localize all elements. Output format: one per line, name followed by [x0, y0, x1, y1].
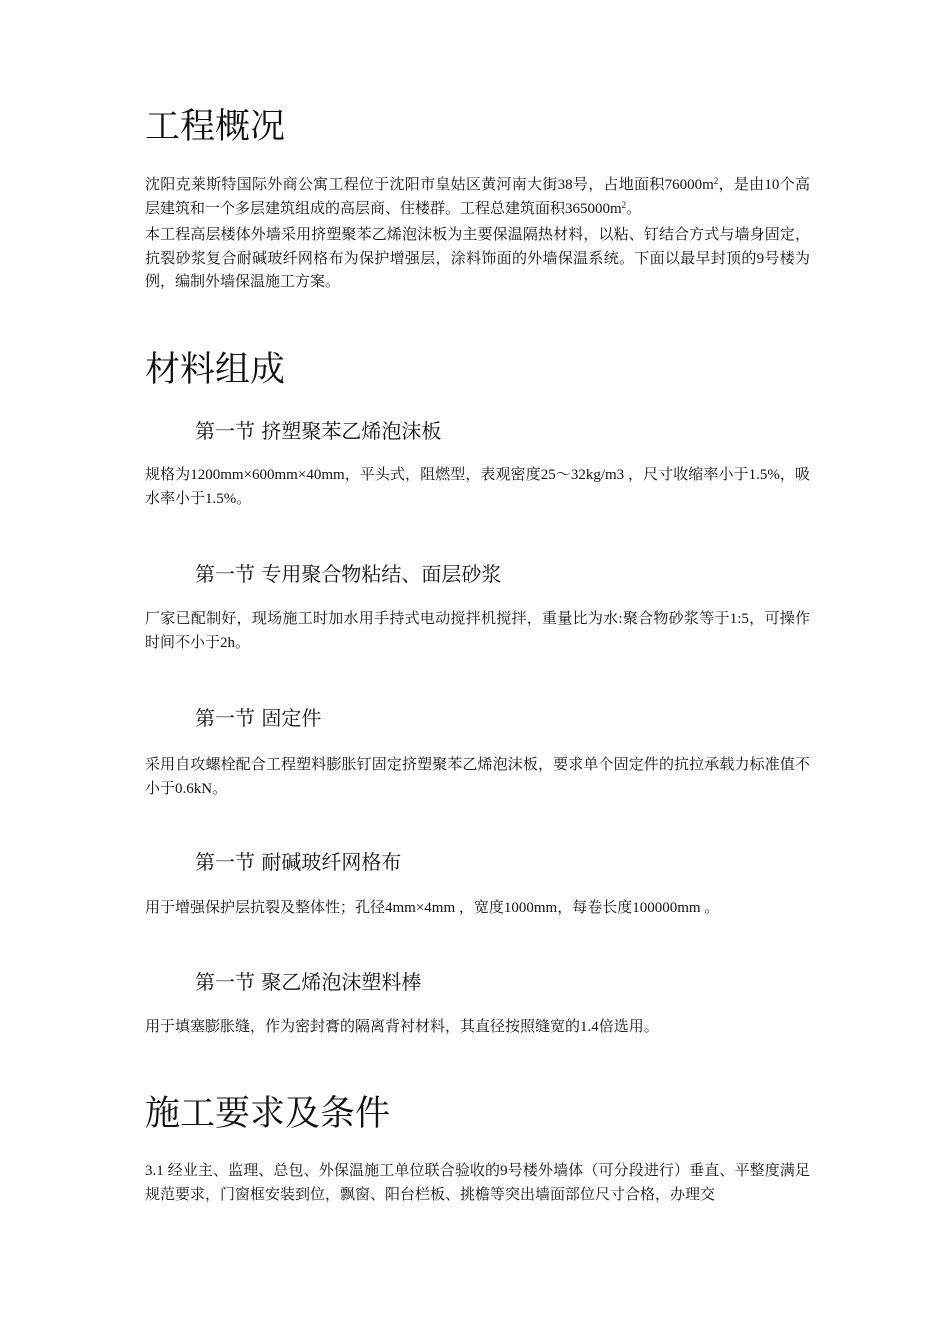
subsection-heading: 第一节 耐碱玻纤网格布: [195, 850, 402, 874]
subsection-heading: 第一节 挤塑聚苯乙烯泡沫板: [195, 419, 442, 443]
overview-text-a: 沈阳克莱斯特国际外商公寓工程位于沈阳市皇姑区黄河南大街38号，占地面积76000m: [145, 177, 714, 193]
subsection-paragraph: 规格为1200mm×600mm×40mm，平头式，阻燃型，表观密度25～32kg/m3 ，尺寸收缩率小于1.5%，吸水率小于1.5%。: [145, 467, 810, 507]
overview-paragraph-2: 本工程高层楼体外墙采用挤塑聚苯乙烯泡沫板为主要保温隔热材料，以粘、钉结合方式与墙身固定，抗裂砂浆复合耐碱玻纤网格布为保护增强层，涂料饰面的外墙保温系统。下面以最早封顶的9号楼为例，编制外墙保温施工方案。: [145, 227, 810, 290]
section-title-overview: 工程概况: [145, 107, 286, 147]
overview-text-c: 。: [626, 200, 642, 217]
subsection-heading: 第一节 固定件: [195, 706, 322, 730]
subsection-paragraph: 采用自攻螺栓配合工程塑料膨胀钉固定挤塑聚苯乙烯泡沫板，要求单个固定件的抗拉承载力标准值不小于0.6kN。: [145, 757, 810, 797]
overview-text-b: ，是由10个高层建筑和一个多层建筑组成的高层商、住楼群。工程总建筑面积365000m: [145, 177, 810, 217]
subsection-paragraph: 用于填塞膨胀缝，作为密封膏的隔离背衬材料，其直径按照缝宽的1.4倍选用。: [145, 1019, 659, 1035]
subsection-paragraph: 用于增强保护层抗裂及整体性；孔径4mm×4mm ，宽度1000mm，每卷长度100000mm 。: [145, 900, 720, 916]
requirements-paragraph-1: 3.1 经业主、监理、总包、外保温施工单位联合验收的9号楼外墙体（可分段进行）垂直、平整度满足规范要求，门窗框安装到位，飘窗、阳台栏板、挑檐等突出墙面部位尺寸合格，办理交: [145, 1163, 810, 1203]
overview-paragraph-1: [145, 174, 810, 221]
section-title-materials: 材料组成: [145, 350, 286, 390]
subsection-heading: 第一节 聚乙烯泡沫塑料棒: [195, 970, 422, 994]
superscript-2: 2: [621, 199, 627, 210]
section-title-requirements: 施工要求及条件: [145, 1094, 391, 1134]
superscript-2: 2: [713, 176, 719, 186]
subsection-heading: 第一节 专用聚合物粘结、面层砂浆: [195, 562, 502, 586]
subsection-paragraph: 厂家已配制好，现场施工时加水用手持式电动搅拌机搅拌，重量比为水:聚合物砂浆等于1:5，可操作时间不小于2h。: [145, 611, 810, 651]
